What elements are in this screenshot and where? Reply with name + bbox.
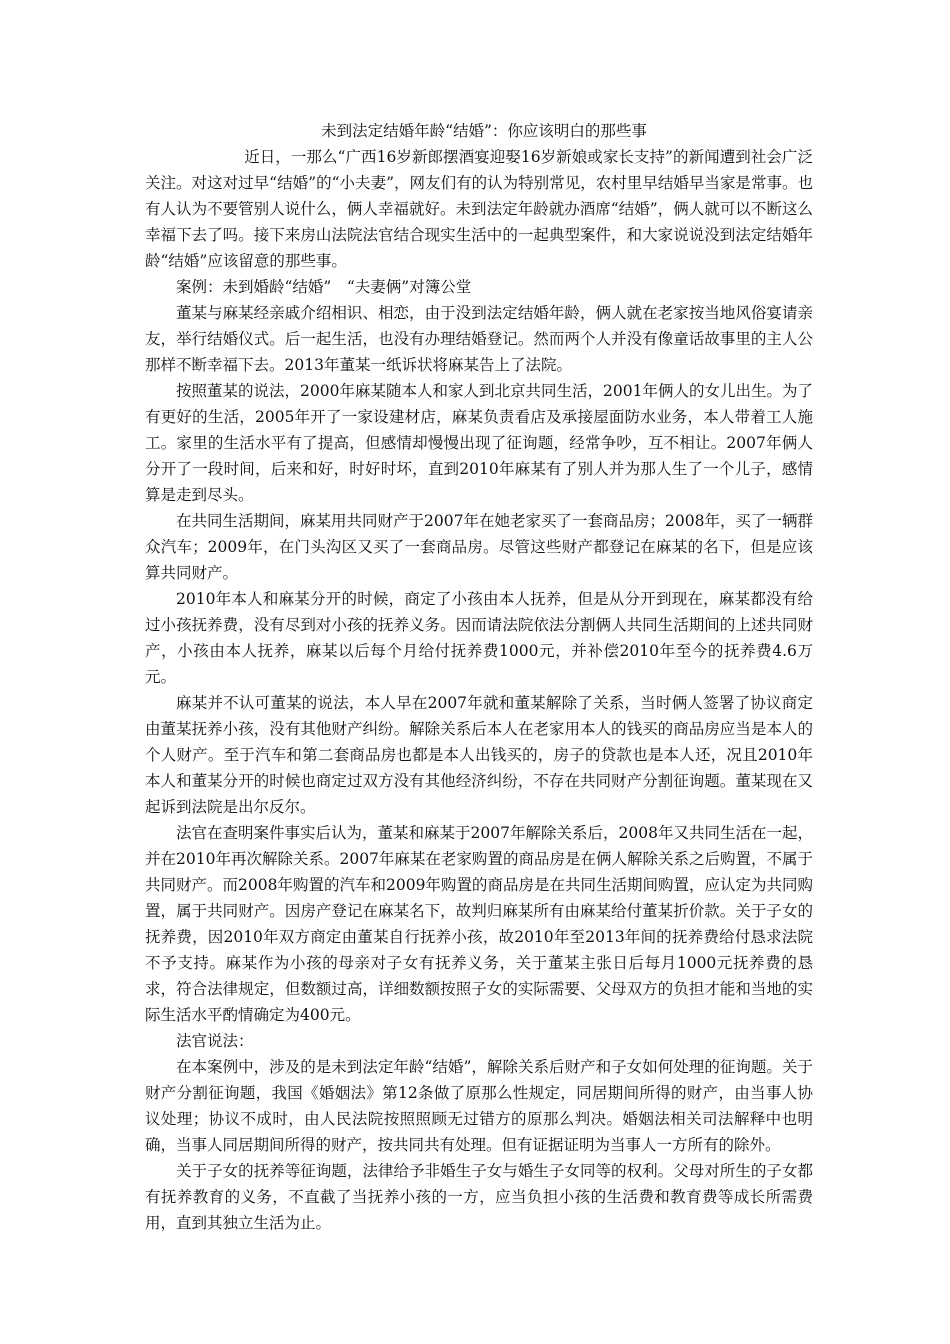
document-title: 未到法定结婚年龄“结婚”：你应该明白的那些事 [321, 122, 647, 140]
paragraph-child-support-law: 关于子女的抚养等征询题，法律给予非婚生子女与婚生子女同等的权利。父母对所生的子女都有抚养教育的义务，不直截了当抚养小孩的一方，应当负担小孩的生活费和教育费等成长所需费用，直到其独立生活为止。 [145, 1162, 813, 1232]
paragraph-court-judgment: 法官在查明案件事实后认为，董某和麻某于2007年解除关系后，2008年又共同生活在一起，并在2010年再次解除关系。2007年麻某在老家购置的商品房是在俩人解除关系之后购置，不属于共同财产。而2008年购置的汽车和2009年购置的商品房是在共同生活期间购置，应认定为共同购置，属于共同财产。因房产登记在麻某名下，故判归麻某所有由麻某给付董某折价款。关于子女的抚养费，因2010年双方商定由董某自行抚养小孩，故2010年至2013年间的抚养费给付恳求法院不予支持。麻某作为小孩的母亲对子女有抚养义务，关于董某主张日后每月1000元抚养费的恳求，符合法律规定，但数额过高，详细数额按照子女的实际需要、父母双方的负担才能和当地的实际生活水平酌情确定为400元。 [145, 824, 813, 1024]
paragraph-joint-property: 在共同生活期间，麻某用共同财产于2007年在她老家买了一套商品房；2008年，买了一辆群众汽车；2009年，在门头沟区又买了一套商品房。尽管这些财产都登记在麻某的名下，但是应该算共同财产。 [145, 512, 813, 582]
paragraph-defendant-account: 麻某并不认可董某的说法，本人早在2007年就和董某解除了关系，当时俩人签署了协议商定由董某抚养小孩，没有其他财产纠纷。解除关系后本人在老家用本人的钱买的商品房应当是本人的个人财产。至于汽车和第二套商品房也都是本人出钱买的，房子的贷款也是本人还，况且2010年本人和董某分开的时候也商定过双方没有其他经济纠纷，不存在共同财产分割征询题。董某现在又起诉到法院是出尔反尔。 [145, 694, 813, 816]
document-page [145, 118, 813, 1236]
section-heading-case: 案例：未到婚龄“结婚” “夫妻俩”对簿公堂 [176, 278, 472, 296]
paragraph-intro: 近日，一那么“广西16岁新郎摆酒宴迎娶16岁新娘或家长支持”的新闻遭到社会广泛关注。对这对过早“结婚”的“小夫妻”，网友们有的认为特别常见，农村里早结婚早当家是常事。也有人认为不要管别人说什么，俩人幸福就好。未到法定年龄就办酒席“结婚”，俩人就可以不断这么幸福下去了吗。接下来房山法院法官结合现实生活中的一起典型案件，和大家说说没到法定结婚年龄“结婚”应该留意的那些事。 [145, 148, 813, 270]
section-heading-judge-commentary: 法官说法： [176, 1032, 254, 1050]
paragraph-case-background: 董某与麻某经亲戚介绍相识、相恋，由于没到法定结婚年龄，俩人就在老家按当地风俗宴请亲友，举行结婚仪式。后一起生活，也没有办理结婚登记。然而两个人并没有像童话故事里的主人公那样不断幸福下去。2013年董某一纸诉状将麻某告上了法院。 [145, 304, 813, 374]
paragraph-plaintiff-account: 按照董某的说法，2000年麻某随本人和家人到北京共同生活，2001年俩人的女儿出生。为了有更好的生活，2005年开了一家设建材店，麻某负责看店及承接屋面防水业务，本人带着工人施工。家里的生活水平有了提高，但感情却慢慢出现了征询题，经常争吵，互不相让。2007年俩人分开了一段时间，后来和好，时好时坏，直到2010年麻某有了别人并为那人生了一个儿子，感情算是走到尽头。 [145, 382, 813, 504]
paragraph-property-law: 在本案例中，涉及的是未到法定年龄“结婚”，解除关系后财产和子女如何处理的征询题。关于财产分割征询题，我国《婚姻法》第12条做了原那么性规定，同居期间所得的财产，由当事人协议处理；协议不成时，由人民法院按照照顾无过错方的原那么判决。婚姻法相关司法解释中也明确，当事人同居期间所得的财产，按共同共有处理。但有证据证明为当事人一方所有的除外。 [145, 1058, 813, 1154]
paragraph-plaintiff-claims: 2010年本人和麻某分开的时候，商定了小孩由本人抚养，但是从分开到现在，麻某都没有给过小孩抚养费，没有尽到对小孩的抚养义务。因而请法院依法分割俩人共同生活期间的上述共同财产，小孩由本人抚养，麻某以后每个月给付抚养费1000元，并补偿2010年至今的抚养费4.6万元。 [145, 590, 813, 686]
